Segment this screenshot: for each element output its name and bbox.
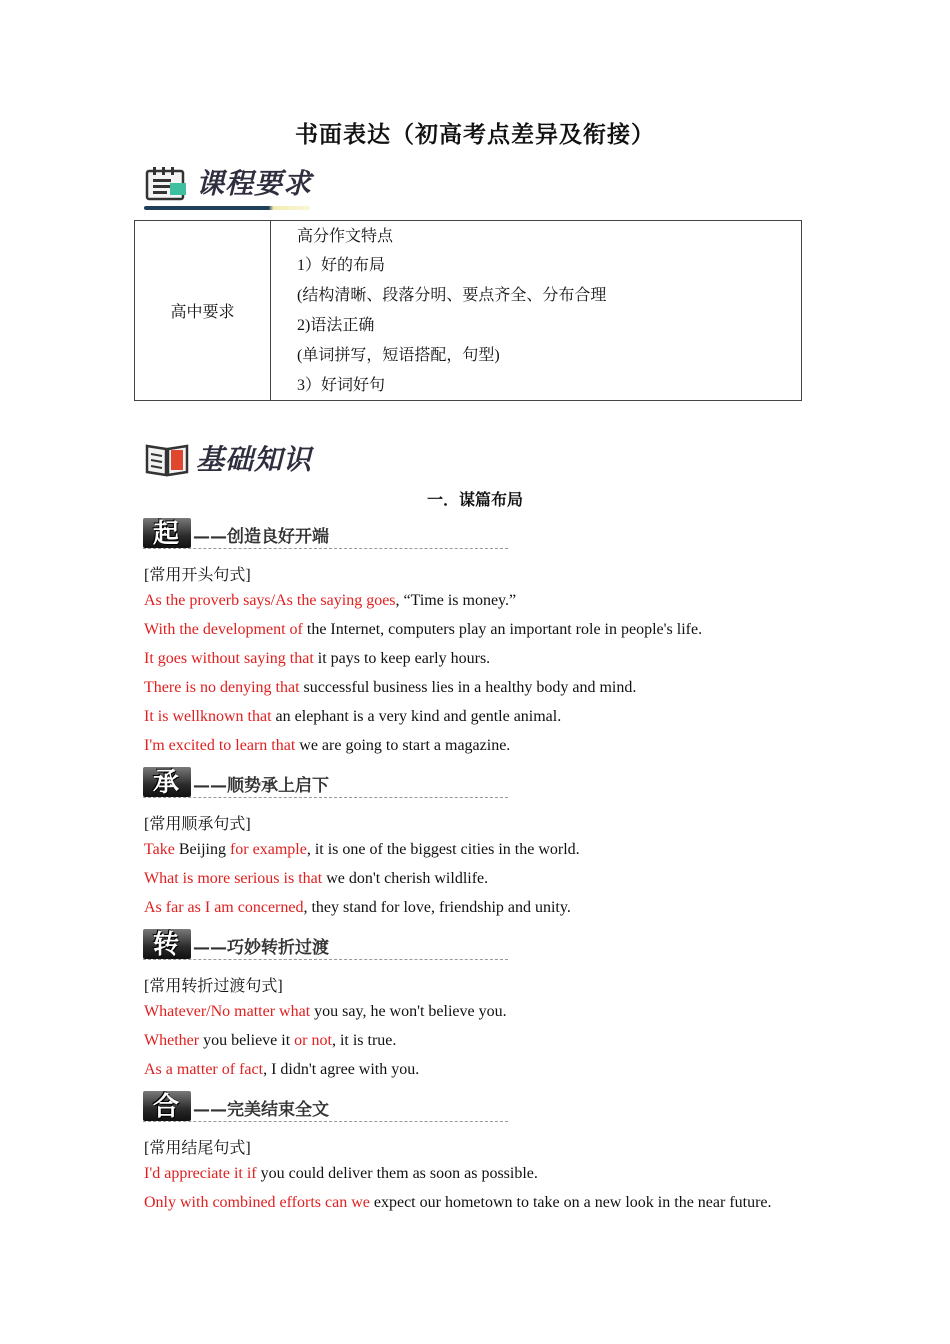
sentence-text: you could deliver them as soon as possible. [256,1165,538,1182]
key-phrase: What is more serious is that [144,870,323,887]
section-heading-opening [143,518,508,550]
pattern-label: [常用转折过渡句式] [144,978,283,995]
example-sentence [144,650,490,668]
key-phrase: I'm excited to learn that [144,737,296,754]
pattern-label: [常用顺承句式] [144,816,251,833]
example-sentence [144,1165,538,1183]
example-sentence [144,737,510,755]
sentence-text: you say, he won't believe you. [310,1003,507,1020]
section-heading-text: ——创造良好开端 [193,527,329,547]
sentence-text: , they stand for love, friendship and unity. [303,899,571,916]
sentence-text: the Internet, computers play an important role in people's life. [302,621,703,638]
key-phrase: As the proverb says/As the saying goes [144,592,396,609]
requirement-line: 1）好的布局 [297,257,386,274]
key-phrase: Take [144,841,175,858]
sentence-text: Beijing [174,841,230,858]
requirement-line: 高分作文特点 [297,228,394,245]
example-sentence [144,592,516,610]
dashed-divider [143,548,508,549]
sentence-text: , I didn't agree with you. [263,1061,420,1078]
requirement-line: 3）好词好句 [297,377,386,394]
sentence-text: , it is true. [331,1032,397,1049]
key-phrase: Whether [144,1032,200,1049]
key-phrase: It is wellknown that [144,708,272,725]
sentence-text: an elephant is a very kind and gentle animal. [271,708,562,725]
course-requirements-banner [144,162,344,212]
section-heading-text: ——顺势承上启下 [193,776,329,796]
section-char: 转 [153,930,180,960]
dashed-divider [143,1121,508,1122]
section-heading-transition [143,767,508,799]
example-sentence [144,841,580,859]
document-title: 书面表达（初高考点差异及衔接） [295,122,655,147]
key-phrase: As a matter of fact [144,1061,264,1078]
section-heading-text: ——完美结束全文 [193,1100,329,1120]
example-sentence [144,1061,419,1079]
section-heading-turning [143,929,508,961]
banner-underline [144,206,310,210]
open-book-icon [144,442,190,483]
requirements-table [134,220,802,401]
sentence-text: it pays to keep early hours. [313,650,491,667]
sentence-text: successful business lies in a healthy body and mind. [299,679,637,696]
section-char: 合 [153,1092,180,1122]
example-sentence [144,1003,507,1021]
requirement-line: (单词拼写，短语搭配，句型) [297,347,500,364]
sentence-text: we are going to start a magazine. [295,737,511,754]
sentence-text: we don't cherish wildlife. [322,870,489,887]
example-sentence [144,899,571,917]
sentence-text: , it is one of the biggest cities in the world. [306,841,580,858]
key-phrase: There is no denying that [144,679,300,696]
example-sentence [144,1032,396,1050]
section-heading-conclusion [143,1091,508,1123]
requirement-line: (结构清晰、段落分明、要点齐全、分布合理 [297,287,607,304]
dashed-divider [143,797,508,798]
basic-knowledge-banner [144,438,344,488]
example-sentence [144,679,636,697]
pattern-label: [常用开头句式] [144,567,251,584]
example-sentence [144,1194,772,1212]
sentence-text: you believe it [199,1032,295,1049]
requirements-label: 高中要求 [135,221,271,400]
pattern-label: [常用结尾句式] [144,1140,251,1157]
section-char: 起 [153,519,180,549]
sentence-text: , “Time is money.” [395,592,517,609]
example-sentence [144,870,488,888]
dashed-divider [143,959,508,960]
sentence-text: expect our hometown to take on a new look in the near future. [369,1194,772,1211]
key-phrase: With the development of [144,621,303,638]
key-phrase: I'd appreciate it if [144,1165,257,1182]
example-sentence [144,621,702,639]
example-sentence [144,708,561,726]
notepad-icon [144,166,188,207]
key-phrase: Whatever/No matter what [144,1003,311,1020]
section-char: 承 [153,768,180,798]
key-phrase: Only with combined efforts can we [144,1194,370,1211]
section-heading-text: ——巧妙转折过渡 [193,938,329,958]
key-phrase: As far as I am concerned [144,899,304,916]
key-phrase: or not [294,1032,332,1049]
key-phrase: for example [229,841,307,858]
section-subtitle: 一．谋篇布局 [426,490,523,509]
requirement-line: 2)语法正确 [297,317,375,334]
key-phrase: It goes without saying that [144,650,314,667]
banner-title: 基础知识 [196,443,313,476]
banner-title: 课程要求 [196,167,313,200]
